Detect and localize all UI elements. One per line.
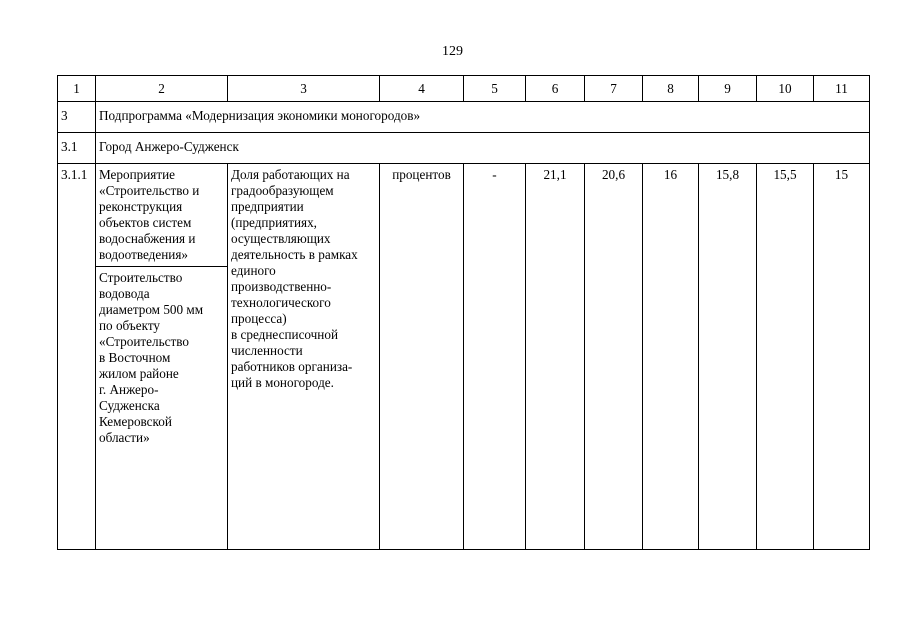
value-cell: 21,1 (526, 164, 585, 550)
city-title: Город Анжеро-Судженск (96, 133, 870, 164)
value-cell: 15 (814, 164, 870, 550)
subprogram-title: Подпрограмма «Модернизация экономики моногородов» (96, 102, 870, 133)
page-number: 129 (442, 44, 463, 59)
header-cell: 10 (757, 76, 814, 102)
header-cell: 9 (699, 76, 757, 102)
indicators-table (57, 75, 870, 550)
header-cell: 2 (96, 76, 228, 102)
header-cell: 1 (58, 76, 96, 102)
value-cell: 15,8 (699, 164, 757, 550)
header-cell: 4 (380, 76, 464, 102)
measure-row (58, 164, 870, 550)
value-cell: 16 (643, 164, 699, 550)
header-cell: 8 (643, 76, 699, 102)
header-cell: 6 (526, 76, 585, 102)
indicator-name: Доля работающих на градообразующем предприятии (предприятиях, осуществляющих деятельность в рамках единого производственно- технологического процесса) в среднесписочной численности работников организа- ций в моногороде. (228, 164, 380, 550)
subprogram-code: 3 (58, 102, 96, 133)
value-cell: 20,6 (585, 164, 643, 550)
header-cell: 11 (814, 76, 870, 102)
header-cell: 5 (464, 76, 526, 102)
header-cell: 7 (585, 76, 643, 102)
unit-cell: процентов (380, 164, 464, 550)
measure-code: 3.1.1 (58, 164, 96, 550)
activity-name: Мероприятие «Строительство и реконструкция объектов систем водоснабжения и водоотведения» (99, 167, 200, 262)
city-code: 3.1 (58, 133, 96, 164)
subprogram-row (58, 102, 870, 133)
activity-cell (96, 164, 228, 550)
header-cell: 3 (228, 76, 380, 102)
city-row (58, 133, 870, 164)
header-row (58, 76, 870, 102)
value-cell: 15,5 (757, 164, 814, 550)
project-name: Строительство водовода диаметром 500 мм по объекту «Строительство в Восточном жилом районе г. Анжеро- Судженска Кемеровской области» (96, 266, 227, 446)
base-value-cell: - (464, 164, 526, 550)
